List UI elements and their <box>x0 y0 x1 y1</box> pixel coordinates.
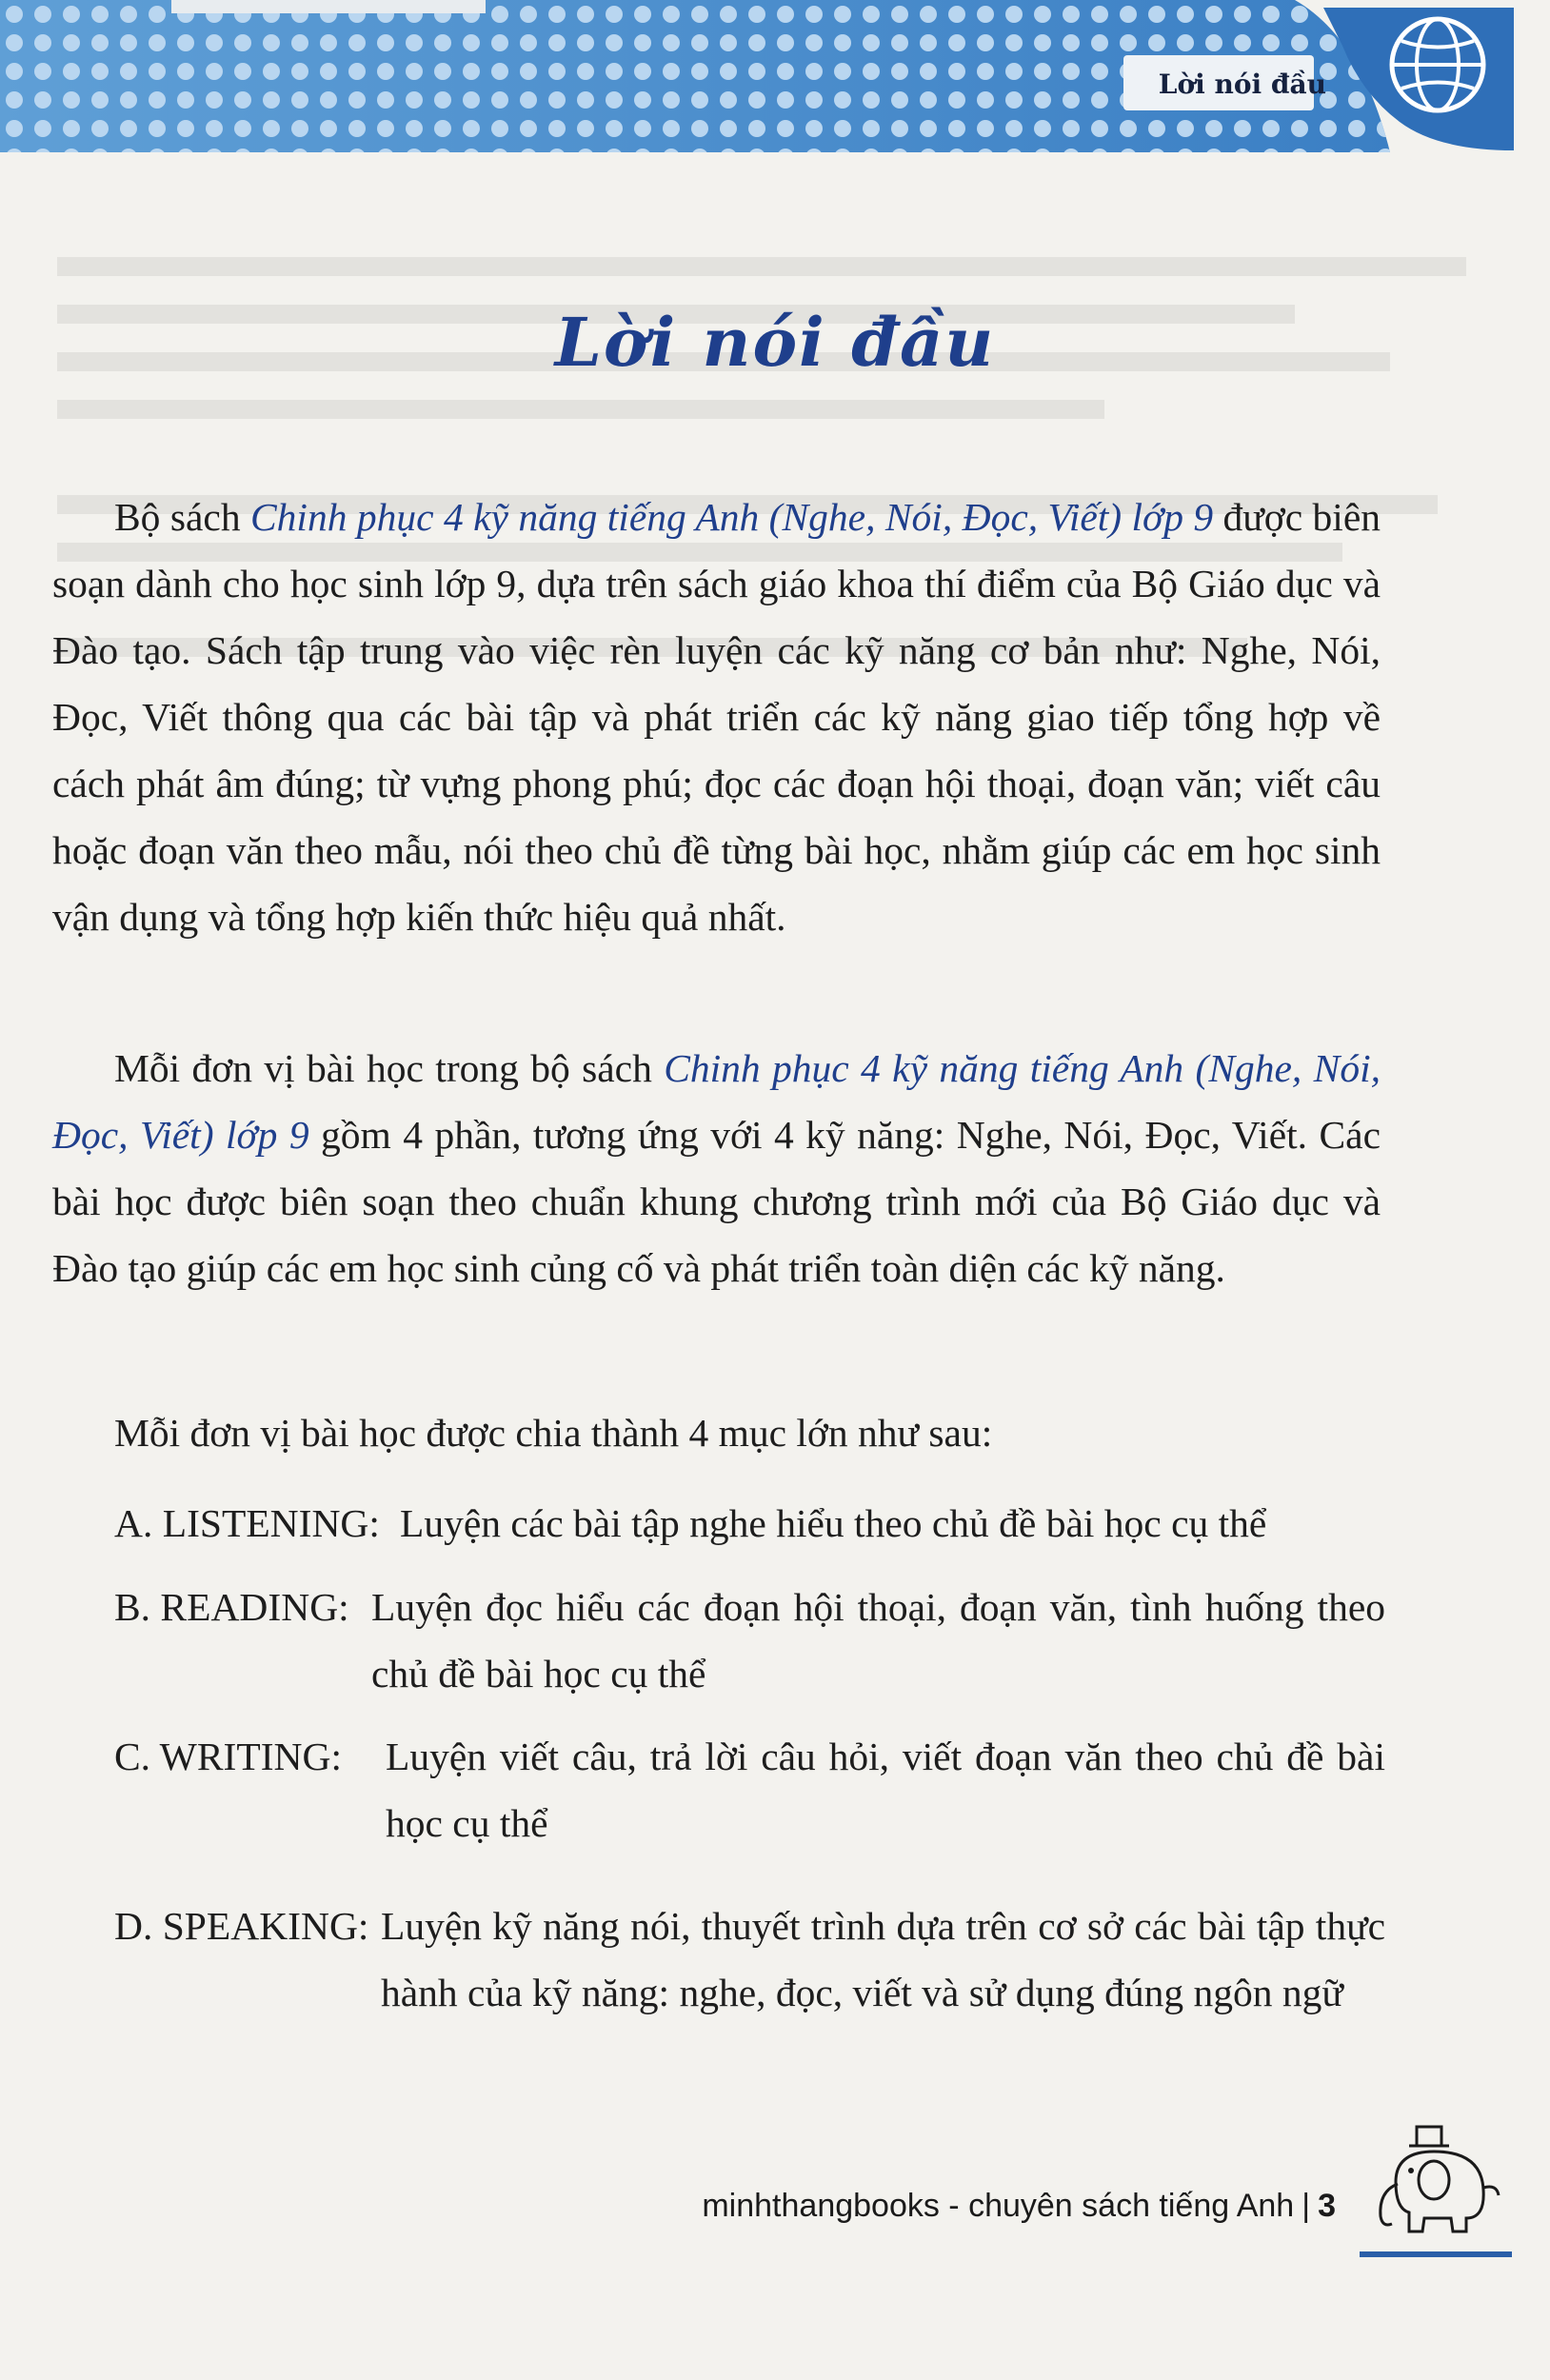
page-title: Lời nói đầu <box>554 303 996 382</box>
intro-paragraph-1 <box>52 484 1381 950</box>
list-item-text: Luyện kỹ năng nói, thuyết trình dựa trên cơ sở các bài tập thực hành của kỹ năng: nghe, đọc, viết và sử dụng đúng ngôn ngữ <box>381 1904 1385 2014</box>
book-title-ref-2: Chinh phục 4 kỹ năng tiếng Anh (Nghe, Nói, Đọc, Viết) lớp 9 <box>52 1046 1381 1157</box>
paragraph-1-lead: Bộ sách <box>114 495 250 539</box>
intro-paragraph-2 <box>52 1035 1381 1301</box>
globe-logo-icon <box>1323 8 1514 150</box>
list-item-text: Luyện đọc hiểu các đoạn hội thoại, đoạn văn, tình huống theo chủ đề bài học cụ thể <box>371 1585 1385 1696</box>
page-footer <box>702 2188 1336 2225</box>
list-item-label: B. READING: <box>114 1585 349 1629</box>
elephant-mascot-icon <box>1367 2125 1510 2239</box>
footer-publisher: minhthangbooks - chuyên sách tiếng Anh <box>702 2188 1295 2224</box>
paragraph-2-body: gồm 4 phần, tương ứng với 4 kỹ năng: Nghe, Nói, Đọc, Viết. Các bài học được biên soạn theo chuẩn khung chương trình mới của Bộ Giáo dục và Đào tạo giúp các em học sinh củng cố và phát triển toàn diện các kỹ năng. <box>52 1113 1381 1290</box>
list-item-label: A. LISTENING: <box>114 1501 380 1545</box>
paragraph-1-body: được biên soạn dành cho học sinh lớp 9, dựa trên sách giáo khoa thí điểm của Bộ Giáo dục và Đào tạo. Sách tập trung vào việc rèn luyện các kỹ năng cơ bản như: Nghe, Nói, Đọc, Viết thông qua các bài tập và phát triển các kỹ năng giao tiếp tổng hợp về cách phát âm đúng; từ vựng phong phú; đọc các đoạn hội thoại, đoạn văn; viết câu hoặc đoạn văn theo mẫu, nói theo chủ đề từng bài học, nhằm giúp các em học sinh vận dụng và tổng hợp kiến thức hiệu quả nhất. <box>52 495 1381 939</box>
list-item-label: C. WRITING: <box>114 1735 342 1778</box>
list-item-text: Luyện viết câu, trả lời câu hỏi, viết đoạn văn theo chủ đề bài học cụ thể <box>386 1735 1385 1845</box>
footer-accent-line <box>1360 2251 1512 2257</box>
intro-paragraph-3: Mỗi đơn vị bài học được chia thành 4 mục lớn như sau: <box>114 1411 993 1455</box>
book-title-ref-1: Chinh phục 4 kỹ năng tiếng Anh (Nghe, Nói, Đọc, Viết) lớp 9 <box>250 495 1214 539</box>
page-header <box>0 0 1550 167</box>
header-section-label: Lời nói đầu <box>1158 69 1326 100</box>
list-item-text: Luyện các bài tập nghe hiểu theo chủ đề bài học cụ thể <box>400 1501 1267 1545</box>
list-item-label: D. SPEAKING: <box>114 1904 369 1948</box>
footer-separator: | <box>1302 2188 1311 2224</box>
page-number: 3 <box>1318 2188 1336 2224</box>
paragraph-2-lead: Mỗi đơn vị bài học trong bộ sách <box>114 1046 665 1090</box>
